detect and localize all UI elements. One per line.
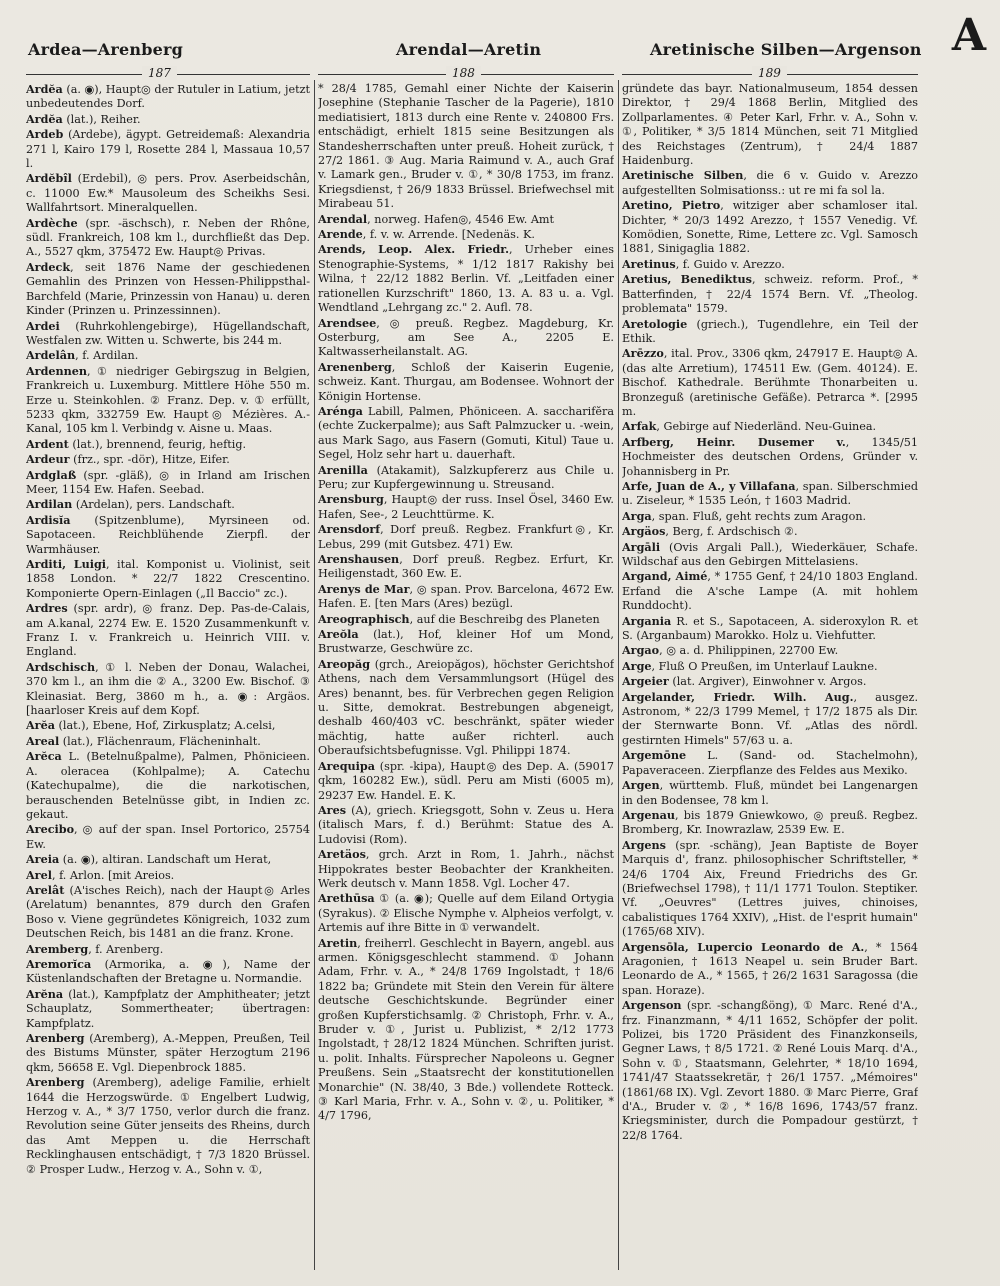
- entry-definition: , * 1564 Aragonien, † 1613 Neapel u. sein Bruder Bart. Leonardo de A., * 1565, † 26/2 1631 Saragossa (die span. Horaze).: [622, 940, 918, 997]
- entry-headword: Areia: [26, 852, 60, 867]
- dictionary-entry: [26, 171, 310, 215]
- entry-headword: Arénga: [318, 403, 363, 418]
- entry-headword: Argen: [622, 778, 660, 793]
- entry-definition: , Dorf preuß. Regbez. Erfurt, Kr. Heiligenstadt, 360 Ew. E.: [318, 553, 614, 581]
- entry-headword: Ardeb: [26, 127, 64, 142]
- dictionary-entry: [318, 582, 614, 612]
- entry-headword: Arends, Leop. Alex. Friedr.: [318, 242, 510, 257]
- column-right: [622, 82, 918, 1272]
- dictionary-entry: [318, 803, 614, 847]
- dictionary-entry: [318, 316, 614, 360]
- entry-definition: (spr. -äschsch), r. Neben der Rhône, südl. Frankreich, 108 km l., durchfließt das Dep. A., 5527 qkm, 375472 Ew. Haupt◎ Privas.: [26, 216, 310, 259]
- dictionary-entry: [622, 690, 918, 749]
- column-divider-2: [618, 80, 619, 1270]
- dictionary-entry: [26, 822, 310, 852]
- entry-definition: , ① niedriger Gebirgszug in Belgien, Frankreich u. Luxemburg. Mittlere Höhe 550 m. Erze u. Steinkohlen. ② Franz. Dep. v. ① erfüllt, 5233 qkm, 332759 Ew. Haupt◎ Mézières. A.-Kanal, 105 km l. Verbindg v. Aisne u. Maas.: [26, 364, 310, 436]
- dictionary-entry: [622, 419, 918, 434]
- dictionary-entry: [622, 838, 918, 940]
- entry-definition: , Urheber eines Stenographie-Systems, * 1/12 1817 Rakishy bei Wilna, † 22/12 1882 Berlin. Vf. „Leitfaden einer rationellen Kurzschrift" 1860, 13. A. 83 u. a. Vgl. Wendtland „Lehrgang zc." 2. Aufl. 78.: [318, 243, 614, 315]
- dictionary-entry: [622, 509, 918, 524]
- entry-headword: Arequipa: [318, 758, 375, 773]
- entry-definition: , f. v. w. Arrende. [Nedenäs. K.: [362, 228, 535, 242]
- entry-headword: Aretino, Pietro: [622, 198, 721, 213]
- entry-headword: Arenilla: [318, 462, 368, 477]
- entry-headword: Arensdorf: [318, 522, 381, 537]
- entry-headword: Ares: [318, 802, 346, 817]
- entry-definition: R. et S., Sapotaceen, A. sideroxylon R. et S. (Arganbaum) Marokko. Holz u. Viehfutter.: [622, 614, 918, 643]
- entry-headword: Argens: [622, 837, 666, 852]
- entry-headword: Ardei: [26, 318, 60, 333]
- entry-definition: (lat.), Kampfplatz der Amphitheater; jetzt Schauplatz, Sommertheater; übertragen: Kampfplatz.: [26, 987, 310, 1030]
- entry-headword: Aretologie: [622, 316, 688, 331]
- entry-headword: Ardèche: [26, 215, 78, 230]
- column-divider-1: [314, 80, 315, 1270]
- dictionary-entry: [26, 216, 310, 260]
- dictionary-entry: [26, 734, 310, 749]
- entry-headword: Arethūsa: [318, 891, 375, 906]
- entry-headword: Ardeur: [26, 452, 70, 467]
- entry-headword: Arĕca: [26, 749, 62, 764]
- entry-definition: * 28/4 1785, Gemahl einer Nichte der Kaiserin Josephine (Stephanie Tascher de la Pagerie), 1810 mediatisiert, 1813 durch eine Rente v. 240800 Frs. entschädigt, erhielt 1815 seine Besitzungen als Standesherrschaften unter preuß. Hoheit zurück, † 27/2 1861. ③ Aug. Maria Raimund v. A., auch Graf v. Lamark gen., Bruder v. ①, * 30/8 1753, im franz. Kriegsdienst, † 26/9 1833 Brüssel. Briefwechsel mit Mirabeau 51.: [318, 82, 614, 211]
- entry-definition: (Spitzenblume), Myrsineen od. Sapotaceen. Reichblühende Zierpfl. der Warmhäuser.: [26, 513, 310, 556]
- entry-definition: (Aremberg), adelige Familie, erhielt 1644 die Herzogswürde. ① Engelbert Ludwig, Herzog v. A., * 3/7 1750, verlor durch die franz. Revolution seine Güter jenseits des Rheins, durch das Amt Meppen u. die Herrschaft Recklinghausen entschädigt, † 7/3 1820 Brüssel. ② Prosper Ludw., Herzog v. A., Sohn v. ①,: [26, 1076, 310, 1176]
- entry-headword: Ardent: [26, 436, 69, 451]
- entry-headword: Arēzzo: [622, 346, 664, 361]
- entry-definition: (Atakamit), Salzkupfererz aus Chile u. Peru; zur Kupfergewinnung u. Streusand.: [318, 463, 614, 491]
- dictionary-entry: [622, 435, 918, 479]
- dictionary-entry: [26, 868, 310, 883]
- entry-definition: , * 1755 Genf, † 24/10 1803 England. Erfand die A'sche Lampe (A. mit hohlem Runddocht).: [622, 570, 918, 613]
- dictionary-entry: [318, 360, 614, 404]
- dictionary-entry: [26, 557, 310, 601]
- dictionary-entry: [318, 522, 614, 552]
- page-header: [22, 10, 988, 70]
- entry-headword: Ardilan: [26, 497, 73, 512]
- dictionary-entry: [622, 614, 918, 644]
- entry-headword: Arende: [318, 227, 363, 242]
- dictionary-entry: [622, 659, 918, 674]
- dictionary-entry: [622, 82, 918, 168]
- entry-definition: Labill, Palmen, Phöniceen. A. saccharifĕra (echte Zuckerpalme); aus Saft Palmzucker u. -wein, aus Mark Sago, aus Fasern (Gomuti, Kitul) Taue u. Segel, Holz sehr hart u. dauerhaft.: [318, 404, 614, 462]
- dictionary-entry: [622, 524, 918, 539]
- entry-headword: Areographisch: [318, 611, 410, 626]
- entry-headword: Arĕa: [26, 718, 55, 733]
- entry-definition: ① (a. ◉); Quelle auf dem Eiland Ortygia (Syrakus). ② Elische Nymphe v. Alpheios verfolgt, v. Artemis auf ihre Bitte in ① verwandelt.: [318, 892, 614, 935]
- dictionary-entry: [26, 987, 310, 1031]
- entry-definition: , f. Arlon. [mit Areios.: [51, 868, 175, 882]
- dictionary-entry: [622, 569, 918, 613]
- dictionary-entry: [318, 657, 614, 759]
- entry-definition: , Schloß der Kaiserin Eugenie, schweiz. Kant. Thurgau, am Bodensee. Wohnort der Königin Hortense.: [318, 360, 614, 403]
- dictionary-entry: [622, 674, 918, 689]
- entry-headword: Areŏla: [318, 627, 359, 642]
- entry-definition: , ◎ auf der span. Insel Portorico, 25754 Ew.: [26, 823, 310, 851]
- entry-definition: , f. Ardilan.: [75, 349, 139, 363]
- entry-headword: Arfberg, Heinr. Dusemer v.: [622, 434, 846, 449]
- entry-headword: Arendsee: [318, 315, 377, 330]
- entry-headword: Aretinische Silben: [622, 168, 744, 183]
- dictionary-entry: [26, 497, 310, 512]
- entry-headword: Ardennen: [26, 363, 88, 378]
- entry-definition: (spr. -schäng), Jean Baptiste de Boyer Marquis d', franz. philosophischer Schriftsteller, * 24/6 1704 Aix, Freund Friedrichs des Gr. (Briefwechsel 1798), † 11/1 1771 Toulon. Steptiker. Vf. „Oeuvres" (Lettres juives, chinoises, cabalistiques 1764 XXIV), „Hist. de l'esprit humain" (1765/68 XIV).: [622, 838, 918, 939]
- dictionary-entry: [26, 957, 310, 987]
- entry-headword: Arenshausen: [318, 552, 400, 566]
- entry-definition: (frz., spr. -dör), Hitze, Eifer.: [69, 453, 230, 467]
- dictionary-entry: [26, 260, 310, 319]
- entry-definition: , auf die Beschreibg des Planeten: [409, 612, 600, 626]
- dictionary-entry: [318, 242, 614, 315]
- entry-definition: (Ruhrkohlengebirge), Hügellandschaft, Westfalen zw. Witten u. Schwerte, bis 244 m.: [26, 319, 310, 347]
- entry-definition: , bis 1879 Gniewkowo, ◎ preuß. Regbez. Bromberg, Kr. Inowrazlaw, 2539 Ew. E.: [622, 808, 918, 837]
- entry-headword: Arenys de Mar: [318, 581, 410, 596]
- dictionary-entry: [622, 479, 918, 509]
- dictionary-entry: [26, 942, 310, 957]
- dictionary-entry: [318, 847, 614, 891]
- dictionary-entry: [26, 319, 310, 349]
- dictionary-entry: [26, 348, 310, 363]
- dictionary-entry: [26, 883, 310, 942]
- page-number-center: 188: [446, 66, 481, 80]
- running-head-center: Arendal—Aretin: [396, 40, 542, 59]
- entry-definition: (spr. ardr), ◎ franz. Dep. Pas-de-Calais, am A.kanal, 2274 Ew. E. 1520 Zusammenkunft v. Franz I. v. Frankreich u. Heinrich VIII. v. England.: [26, 602, 310, 659]
- dictionary-entry: [318, 552, 614, 582]
- entry-definition: , freiherrl. Geschlecht in Bayern, angebl. aus armen. Königsgeschlecht stammend. ① Johann Adam, Frhr. v. A., * 24/8 1769 Ingolstadt, † 18/6 1822 ba; Gründete mit Stein den Verein für ältere deutsche Geschichtskunde. Begründer einer großen Kupferstichsamlg. ② Christoph, Frhr. v. A., Bruder v. ①, Jurist u. Publizist, * 2/12 1773 Ingolstadt, † 28/12 1824 München. Schriften jurist. u. polit. Inhalts. Fürsprecher Napoleons u. Gegner Preußens. Sein „Staatsrecht der konstitutionellen Monarchie" (N. 38/40, 3 Bde.) vollendete Rotteck. ③ Karl Maria, Frhr. v. A., Sohn v. ②, u. Politiker, * 4/7 1796,: [318, 936, 614, 1123]
- dictionary-entry: [26, 1031, 310, 1075]
- entry-definition: , span. Fluß, geht rechts zum Aragon.: [651, 509, 867, 523]
- entry-definition: , seit 1876 Name der geschiedenen Gemahlin des Prinzen von Hessen-Philippsthal-Barchfeld (Marie, Prinzessin von Hanau) u. deren Kinder (Prinzen u. Prinzessinnen).: [26, 260, 310, 318]
- entry-definition: (spr. -gläß), ◎ in Irland am Irischen Meer, 1154 Ew. Hafen. Seebad.: [26, 468, 310, 496]
- entry-headword: Argemōne: [622, 748, 687, 763]
- dictionary-entry: [318, 891, 614, 935]
- entry-definition: , norweg. Hafen◎, 4546 Ew. Amt: [367, 212, 555, 226]
- entry-headword: Argenau: [622, 807, 676, 822]
- dictionary-entry: [26, 513, 310, 557]
- entry-definition: (Armorika, a. ◉), Name der Küstenlandschaften der Bretagne u. Normandie.: [26, 957, 310, 986]
- dictionary-entry: [318, 492, 614, 522]
- entry-definition: (grch., Areiopăgos), höchster Gerichtshof Athens, nach dem Versammlungsort (Hügel des Ares) benannt, bes. für Verbrechen gegen Religion u. Sitte, demokrat. Bestrebungen abgeneigt, deshalb 460/403 vC. beschränkt, später wieder mächtig, hatte außer richterl. auch Oberaufsichtsbefugnisse. Vgl. Philippi 1874.: [318, 657, 614, 758]
- entry-headword: Argelander, Friedr. Wilh. Aug.: [622, 689, 854, 704]
- entry-definition: (A), griech. Kriegsgott, Sohn v. Zeus u. Hera (italisch Mars, f. d.) Berühmt: Statue des A. Ludovisi (Rom).: [318, 803, 614, 846]
- entry-headword: Aretin: [318, 935, 358, 950]
- entry-headword: Aretius, Benediktus: [622, 272, 752, 287]
- entry-headword: Arensburg: [318, 492, 384, 507]
- dictionary-entry: [26, 364, 310, 437]
- entry-headword: Arendal: [318, 211, 368, 226]
- dictionary-entry: [318, 936, 614, 1124]
- dictionary-entry: [318, 212, 614, 227]
- dictionary-entry: [318, 627, 614, 657]
- entry-headword: Arel: [26, 867, 52, 882]
- dictionary-entry: [318, 463, 614, 493]
- entry-headword: Arenenberg: [318, 359, 392, 374]
- dictionary-entry: [622, 317, 918, 347]
- dictionary-entry: [622, 272, 918, 316]
- entry-headword: Ardelân: [26, 348, 76, 363]
- entry-definition: , Dorf preuß. Regbez. Frankfurt◎, Kr. Lebus, 299 (mit Gutsbez. 471) Ew.: [318, 523, 614, 551]
- entry-definition: (Erdebil), ◎ pers. Prov. Aserbeidschân, c. 11000 Ew.* Mausoleum des Scheikhs Sesi. Wallfahrtsort. Mineralquellen.: [26, 172, 310, 215]
- entry-headword: Arenberg: [26, 1031, 85, 1045]
- dictionary-entry: [318, 82, 614, 212]
- section-letter: A: [951, 10, 986, 61]
- entry-headword: Ardisĭa: [26, 512, 71, 527]
- entry-headword: Argao: [622, 643, 660, 658]
- entry-headword: Argand, Aimé: [622, 569, 708, 584]
- entry-headword: Argensōla, Lupercio Leonardo de A.: [622, 939, 865, 954]
- entry-definition: (lat. Argiver), Einwohner v. Argos.: [668, 675, 867, 689]
- entry-definition: , schweiz. reform. Prof., * Batterfinden, † 22/4 1574 Bern. Vf. „Theolog. problemata" 1579.: [622, 273, 918, 316]
- dictionary-entry: [26, 112, 310, 127]
- dictionary-entry: [622, 998, 918, 1143]
- entry-headword: Ardschisch: [26, 659, 96, 674]
- page-number-right: 189: [752, 66, 787, 80]
- entry-definition: (spr. -kipa), Haupt◎ des Dep. A. (59017 qkm, 160282 Ew.), südl. Peru am Misti (6005 m), 29237 Ew. Handel. E. K.: [318, 759, 614, 802]
- entry-definition: (A'isches Reich), nach der Haupt◎ Arles (Arelatum) benanntes, 879 durch den Grafen Boso v. Viene gegründetes Königreich, 1032 zum Deutschen Reich, bis 1481 an die franz. Krone.: [26, 883, 310, 941]
- dictionary-entry: [26, 1075, 310, 1177]
- dictionary-entry: [318, 404, 614, 463]
- entry-headword: Arditi, Luigi: [26, 557, 107, 571]
- entry-definition: , ital. Komponist u. Violinist, seit 1858 London. * 22/7 1822 Crescentino. Komponierte Opern-Einlagen („Il Baccio" zc.).: [26, 558, 310, 600]
- entry-headword: Areopăg: [318, 656, 371, 671]
- entry-headword: Ardĕbîl: [26, 171, 72, 186]
- entry-headword: Ardeck: [26, 259, 71, 274]
- entry-definition: L. (Betelnußpalme), Palmen, Phönicieen. A. oleracea (Kohlpalme); A. Catechu (Katechupalme), die die narkotischen, berauschenden Betelnüsse gibt, in Indien zc. gekaut.: [26, 750, 310, 821]
- entry-headword: Ardĕa: [26, 111, 63, 126]
- entry-definition: gründete das bayr. Nationalmuseum, 1854 dessen Direktor, † 29/4 1868 Berlin, Mitglied des Zollparlamentes. ④ Peter Karl, Frhr. v. A., Sohn v. ①, Politiker, * 3/5 1814 München, seit 71 Mitglied des Reichstages (Zentrum), † 24/4 1887 Haidenburg.: [622, 82, 918, 168]
- dictionary-entry: [622, 257, 918, 272]
- dictionary-entry: [26, 749, 310, 822]
- entry-definition: , 1345/51 Hochmeister des deutschen Ordens, Gründer v. Johannisberg in Pr.: [622, 435, 918, 478]
- entry-headword: Arfe, Juan de A., y Villafana: [622, 478, 796, 493]
- entry-definition: , f. Arenberg.: [88, 942, 164, 956]
- dictionary-entry: [26, 452, 310, 467]
- entry-headword: Aremberg: [26, 941, 89, 956]
- entry-headword: Argāli: [622, 539, 661, 554]
- dictionary-entry: [622, 778, 918, 808]
- dictionary-entry: [622, 168, 918, 198]
- entry-definition: (spr. -schangßöng), ① Marc. René d'A., frz. Finanzmann, * 4/11 1652, Schöpfer der polit. Polizei, bis 1720 Präsident des Finanzkonseils, Gegner Laws, † 8/5 1721. ② René Louis Marq. d'A., Sohn v. ①, Staatsmann, Gelehrter, * 18/10 1694, 1741/47 Staatssekretär, † 26/1 1757. „Mémoires" (1861/68 IX). Vgl. Zevort 1880. ③ Marc Pierre, Graf d'A., Bruder v. ②, * 16/8 1696, 1743/57 franz. Kriegsminister, durch die Pompadour gestürzt, † 22/8 1764.: [622, 999, 918, 1142]
- entry-headword: Arge: [622, 658, 652, 673]
- entry-headword: Areal: [26, 733, 60, 748]
- entry-headword: Ardĕa: [26, 82, 63, 96]
- entry-definition: , Gebirge auf Niederländ. Neu-Guinea.: [656, 420, 877, 434]
- entry-definition: , ◎ preuß. Regbez. Magdeburg, Kr. Osterburg, am See A., 2205 E. Kaltwasserheilanstalt. AG.: [318, 316, 614, 359]
- entry-headword: Ardres: [26, 601, 68, 616]
- dictionary-entry: [622, 940, 918, 999]
- entry-headword: Argania: [622, 613, 672, 628]
- entry-headword: Arĕna: [26, 986, 64, 1001]
- dictionary-entry: [318, 227, 614, 242]
- entry-definition: (griech.), Tugendlehre, ein Teil der Ethik.: [622, 317, 918, 345]
- entry-definition: (lat.), Ebene, Hof, Zirkusplatz; A.celsi,: [54, 719, 276, 733]
- entry-definition: (a. ◉), altiran. Landschaft um Herat,: [59, 853, 272, 867]
- entry-definition: , witziger aber schamloser ital. Dichter, * 20/3 1492 Arezzo, † 1557 Venedig. Vf. Komödien, Sonette, Rime, Lettere zc. Vgl. Samosch 1881, Sinigaglia 1882.: [622, 199, 918, 256]
- entry-headword: Arecibo: [26, 822, 75, 837]
- entry-headword: Argäos: [622, 524, 666, 539]
- entry-definition: , grch. Arzt in Rom, 1. Jahrh., nächst Hippokrates bester Beobachter der Krankheiten. Werk deutsch v. Mann 1858. Vgl. Locher 47.: [318, 848, 614, 890]
- dictionary-entry: [622, 808, 918, 838]
- entry-definition: , ① l. Neben der Donau, Walachei, 370 km l., an ihm die ② A., 3200 Ew. Bischof. ③ Kleinasiat. Berg, 3860 m h., a. ◉: Argäos. [haarloser Kreis auf dem Kopf.: [26, 660, 310, 718]
- dictionary-entry: [26, 437, 310, 452]
- dictionary-entry: [26, 660, 310, 719]
- dictionary-entry: [26, 718, 310, 733]
- entry-definition: (lat.), Reiher.: [62, 112, 141, 126]
- entry-definition: , span. Silberschmied u. Ziseleur, * 1535 León, † 1603 Madrid.: [622, 479, 918, 508]
- dictionary-entry: [622, 643, 918, 658]
- entry-definition: , württemb. Fluß, mündet bei Langenargen in den Bodensee, 78 km l.: [622, 779, 918, 807]
- entry-headword: Arenberg: [26, 1075, 85, 1090]
- dictionary-entry: [26, 468, 310, 498]
- entry-headword: Ardglaß: [26, 467, 77, 482]
- entry-definition: , Berg, f. Ardschisch ②.: [665, 525, 798, 539]
- running-head-right: Aretinische Silben—Argenson: [650, 40, 922, 59]
- column-left: [26, 82, 310, 1272]
- entry-definition: , die 6 v. Guido v. Arezzo aufgestellten Solmisationss.: ut re mi fa sol la.: [622, 169, 918, 197]
- entry-definition: (Ardebe), ägypt. Getreidemaß: Alexandria 271 l, Kairo 179 l, Rosette 284 l, Massaua 10,57 l.: [26, 128, 310, 171]
- entry-headword: Aretäos: [318, 847, 366, 862]
- dictionary-entry: [622, 346, 918, 419]
- entry-headword: Aremorĭca: [26, 956, 92, 971]
- entry-headword: Arga: [622, 508, 652, 523]
- page-number-left: 187: [142, 66, 177, 80]
- running-head-left: Ardea—Arenberg: [28, 40, 184, 59]
- entry-definition: , Fluß O Preußen, im Unterlauf Laukne.: [651, 659, 878, 673]
- entry-definition: (lat.), Flächenraum, Flächeninhalt.: [59, 734, 261, 748]
- entry-headword: Arfak: [622, 419, 657, 434]
- dictionary-entry: [622, 748, 918, 778]
- entry-definition: (Ardelan), pers. Landschaft.: [72, 498, 235, 512]
- entry-headword: Aretinus: [622, 256, 676, 271]
- dictionary-entry: [26, 852, 310, 867]
- column-center: [318, 82, 614, 1272]
- entry-definition: (Ovis Argali Pall.), Wiederkäuer, Schafe. Wildschaf aus den Gebirgen Mittelasiens.: [622, 540, 918, 568]
- dictionary-entry: [26, 82, 310, 112]
- entry-definition: L. (Sand- od. Stachelmohn), Papaveraceen. Zierpflanze des Feldes aus Mexiko.: [622, 749, 918, 777]
- entry-definition: (lat.), Hof, kleiner Hof um Mond, Brustwarze, Geschwüre zc.: [318, 628, 614, 656]
- entry-definition: (Aremberg), A.-Meppen, Preußen, Teil des Bistums Münster, später Herzogtum 2196 qkm, 56658 E. Vgl. Diepenbrock 1885.: [26, 1032, 310, 1074]
- dictionary-entry: [622, 198, 918, 257]
- entry-definition: , ital. Prov., 3306 qkm, 247917 E. Haupt◎ A. (das alte Arretium), 174511 Ew. (Gem. 40124). E. Bischof. Kathedrale. Berühmte Thonarbeiten u. Bronzeguß (aretinische Gefäße). Petrarca *. [2995 m.: [622, 347, 918, 418]
- entry-definition: , ◎ span. Prov. Barcelona, 4672 Ew. Hafen. E. [ten Mars (Ares) bezügl.: [318, 582, 614, 611]
- dictionary-entry: [26, 601, 310, 660]
- entry-definition: (a. ◉), Haupt◎ der Rutuler in Latium, jetzt unbedeutendes Dorf.: [26, 83, 310, 111]
- dictionary-entry: [26, 127, 310, 171]
- entry-definition: , ausgez. Astronom, * 22/3 1799 Memel, † 17/2 1875 als Dir. der Sternwarte Bonn. Vf. „Atlas des nördl. gestirnten Himels" 57/63 u. a.: [622, 690, 918, 747]
- entry-definition: (lat.), brennend, feurig, heftig.: [68, 437, 247, 451]
- dictionary-entry: [318, 759, 614, 803]
- entry-headword: Arelât: [26, 882, 65, 897]
- dictionary-entry: [622, 540, 918, 570]
- entry-headword: Argenson: [622, 998, 682, 1013]
- entry-definition: , ◎ a. d. Philippinen, 22700 Ew.: [659, 644, 839, 658]
- entry-definition: , Haupt◎ der russ. Insel Ösel, 3460 Ew. Hafen, See-, 2 Leuchttürme. K.: [318, 493, 614, 521]
- dictionary-entry: [318, 612, 614, 627]
- entry-definition: , f. Guido v. Arezzo.: [675, 257, 785, 271]
- entry-headword: Argeier: [622, 674, 669, 689]
